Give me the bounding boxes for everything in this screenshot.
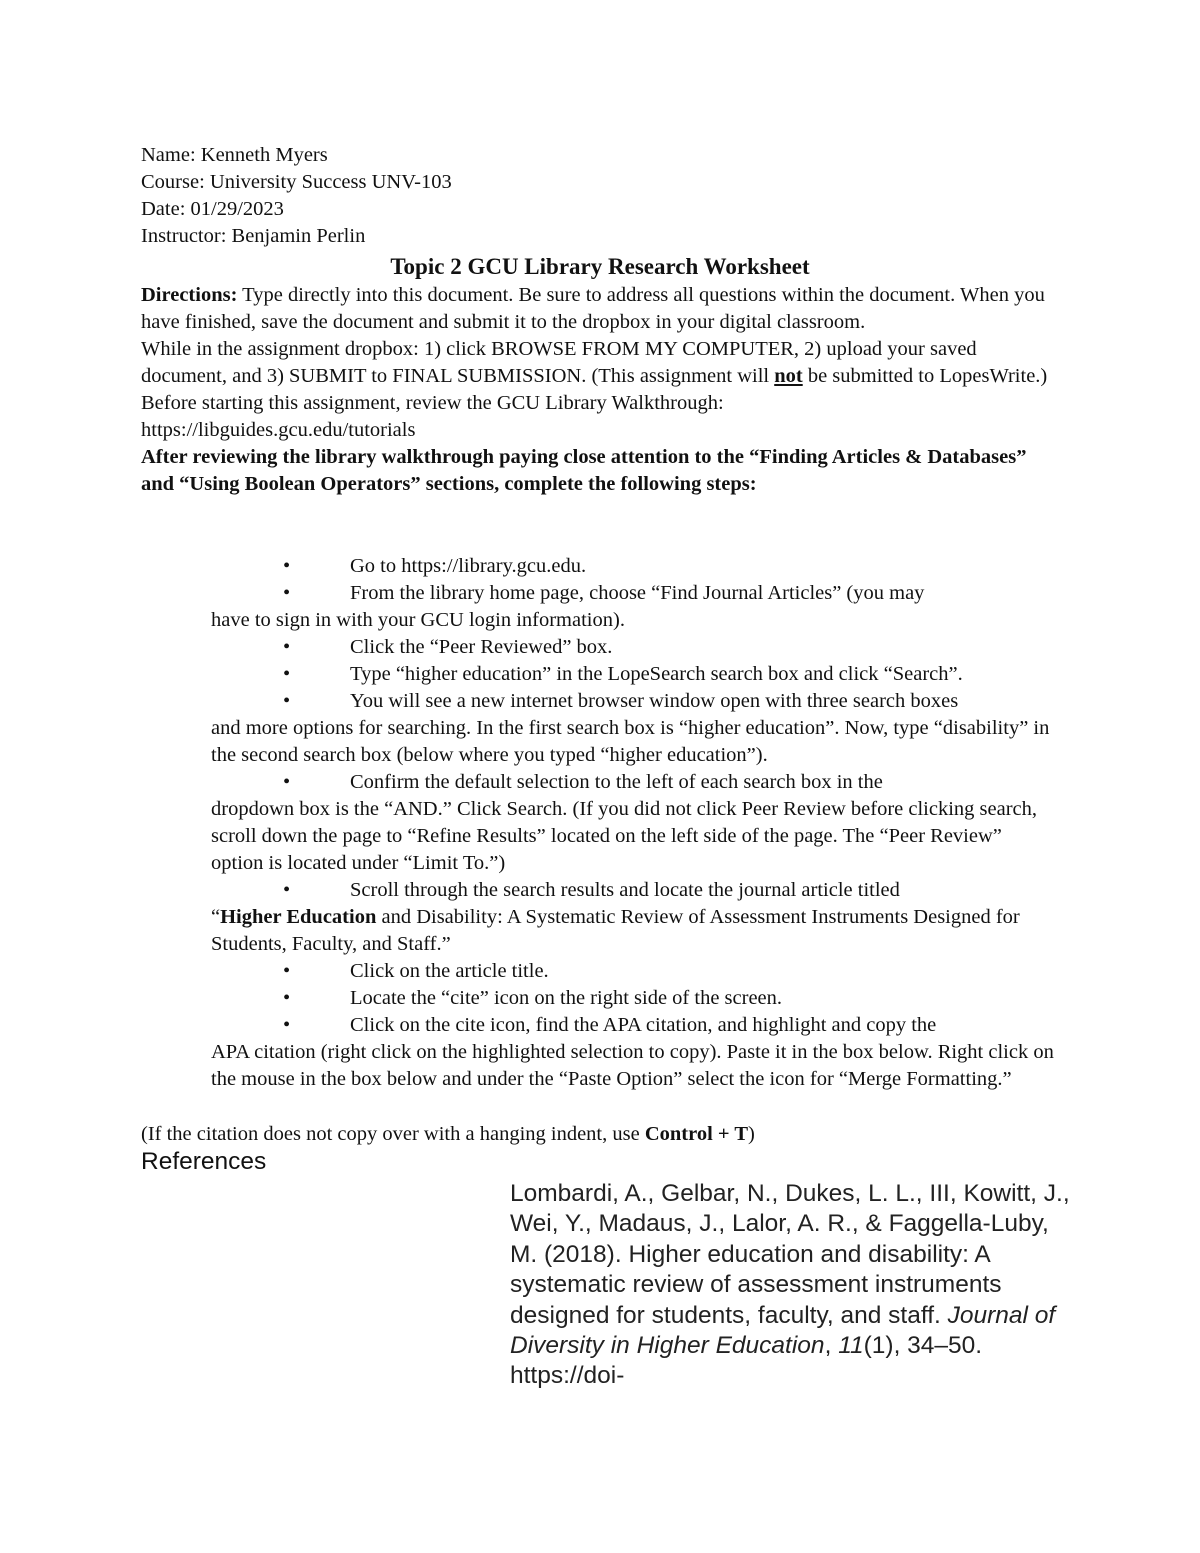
note-shortcut: Control + T [644, 1123, 749, 1145]
step-first-line: Go to https://library.gcu.edu. [350, 555, 587, 577]
dropbox-paragraph [141, 336, 1056, 390]
step-first-line: Confirm the default selection to the left of each search box in the [350, 771, 883, 793]
name-line: Name: Kenneth Myers [141, 144, 328, 166]
citation-authors: Lombardi, A., Gelbar, N., Dukes, L. L., III, Kowitt, J., Wei, Y., Madaus, J., Lalor, A. R., & Faggella-Luby, M. (2018). Higher education and disability: A systematic review of assessment instruments designed for students, faculty, and staff. [510, 1180, 1070, 1329]
note-suffix: ) [748, 1123, 755, 1145]
dropbox-text-part2: be submitted to LopesWrite.) [802, 365, 1048, 387]
step-item [141, 1012, 1056, 1093]
step-item [141, 958, 1056, 985]
bullet-icon: • [283, 582, 291, 604]
student-info-header [141, 142, 452, 250]
directions-text: Type directly into this document. Be sure to address all questions within the document. When you have finished, save the document and submit it to the dropbox in your digital classroom. [141, 284, 1045, 333]
note-prefix: (If the citation does not copy over with a hanging indent, use [141, 1123, 645, 1145]
step-item [141, 985, 1056, 1012]
directions-paragraph [141, 282, 1056, 336]
step-item [141, 688, 1056, 769]
citation-journal: Journal of Diversity in Higher Education [510, 1301, 1056, 1360]
step-item [141, 877, 1056, 958]
step-continuation [211, 1041, 1054, 1090]
directions-label: Directions: [141, 284, 238, 306]
bullet-icon: • [283, 960, 291, 982]
apa-citation-box [510, 1179, 1070, 1392]
walkthrough-url: https://libguides.gcu.edu/tutorials [141, 419, 416, 441]
bold-instruction [141, 444, 1056, 498]
course-line: Course: University Success UNV-103 [141, 171, 452, 193]
steps-list [141, 553, 1056, 1093]
step-quote-open: “ [211, 906, 221, 928]
instructor-line: Instructor: Benjamin Perlin [141, 225, 366, 247]
dropbox-text-part1: While in the assignment dropbox: 1) click BROWSE FROM MY COMPUTER, 2) upload your saved document, and 3) SUBMIT to FINAL SUBMISSION. (This assignment will [141, 338, 977, 387]
bullet-icon: • [283, 1014, 291, 1036]
step-first-line: Scroll through the search results and locate the journal article titled [350, 879, 900, 901]
worksheet-title: Topic 2 GCU Library Research Worksheet [390, 254, 810, 279]
bullet-icon: • [283, 690, 291, 712]
step-rest-text: and more options for searching. In the first search box is “higher education”. Now, type “disability” in the second search box (below where you typed “higher education”). [211, 717, 1050, 766]
step-first-line: Click on the cite icon, find the APA citation, and highlight and copy the [350, 1014, 937, 1036]
citation-separator: , [824, 1332, 839, 1360]
bold-instruction-text: After reviewing the library walkthrough paying close attention to the “Finding Articles & Databases” and “Using Boolean Operators” sections, complete the following steps: [141, 446, 1027, 495]
bullet-icon: • [283, 636, 291, 658]
step-rest-text: have to sign in with your GCU login information). [211, 609, 625, 631]
bullet-icon: • [283, 771, 291, 793]
step-first-line: Type “higher education” in the LopeSearch search box and click “Search”. [350, 663, 963, 685]
bullet-icon: • [283, 663, 291, 685]
step-first-line: Click the “Peer Reviewed” box. [350, 636, 613, 658]
step-item [141, 634, 1056, 661]
date-line: Date: 01/29/2023 [141, 198, 284, 220]
bullet-icon: • [283, 555, 291, 577]
not-emphasis: not [774, 365, 803, 387]
step-continuation [211, 609, 625, 631]
step-first-line: From the library home page, choose “Find Journal Articles” (you may [350, 582, 925, 604]
step-item [141, 661, 1056, 688]
bullet-icon: • [283, 987, 291, 1009]
step-continuation [211, 906, 1020, 955]
citation-volume: 11 [838, 1332, 864, 1360]
bullet-icon: • [283, 879, 291, 901]
hanging-indent-note [141, 1121, 755, 1148]
step-item [141, 769, 1056, 877]
step-first-line: You will see a new internet browser window open with three search boxes [350, 690, 959, 712]
step-item [141, 580, 1056, 634]
step-first-line: Locate the “cite” icon on the right side of the screen. [350, 987, 783, 1009]
step-rest-text: dropdown box is the “AND.” Click Search. (If you did not click Peer Review before clicking search, scroll down the page to “Refine Results” located on the left side of the page. The “Peer Review” option is located under “Limit To.”) [211, 798, 1038, 874]
step-item [141, 553, 1056, 580]
step-rest-text: APA citation (right click on the highlighted selection to copy). Paste it in the box below. Right click on the mouse in the box below and under the “Paste Option” select the icon for “Merge Formatting.” [211, 1041, 1054, 1090]
citation-issue-pages: (1), 34–50. https://doi- [510, 1332, 983, 1390]
walkthrough-paragraph: Before starting this assignment, review the GCU Library Walkthrough: [141, 392, 724, 414]
step-first-line: Click on the article title. [350, 960, 549, 982]
step-bold-text: Higher Education [220, 906, 377, 928]
step-continuation [211, 798, 1037, 874]
references-heading: References [141, 1148, 267, 1175]
step-continuation [211, 717, 1049, 766]
directions-block [141, 282, 1056, 498]
step-rest-text: and Disability: A Systematic Review of Assessment Instruments Designed for Students, Faculty, and Staff.” [211, 906, 1020, 955]
